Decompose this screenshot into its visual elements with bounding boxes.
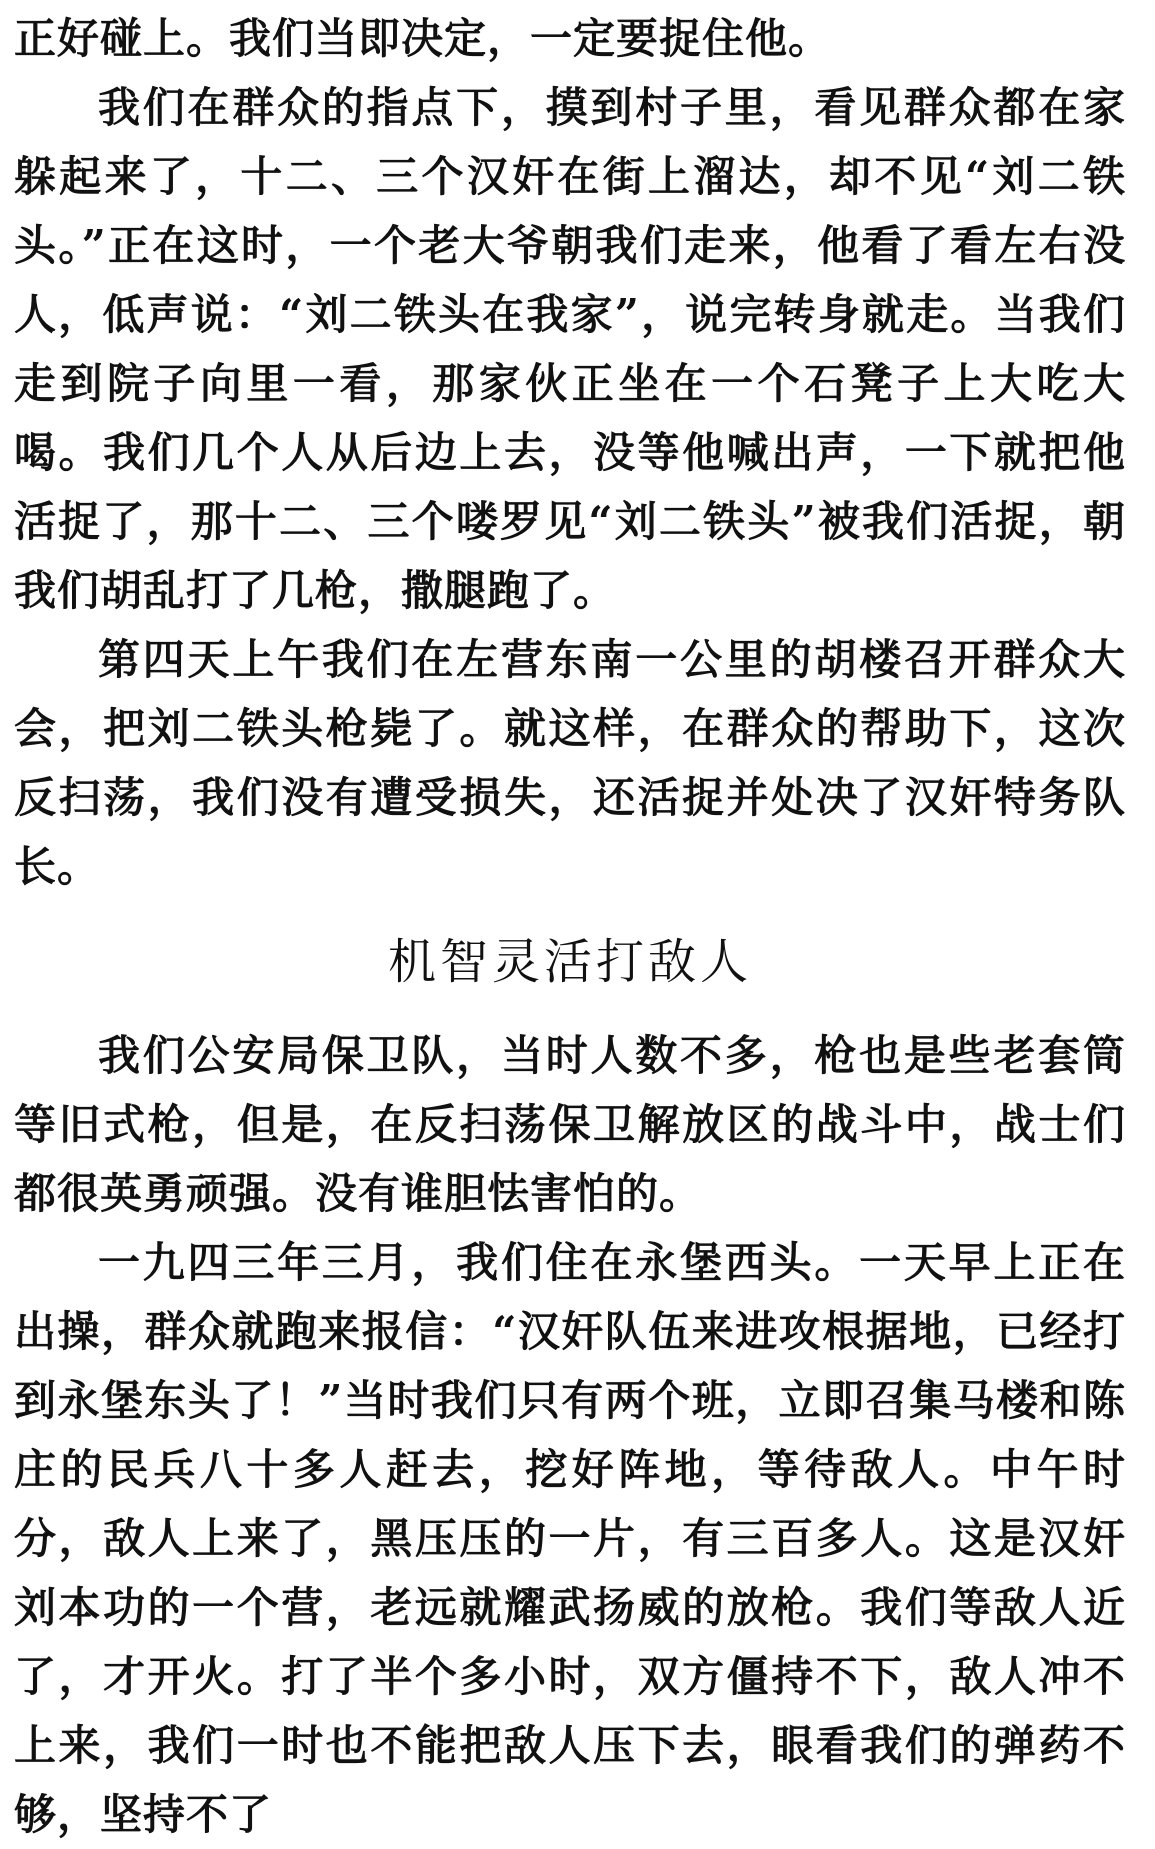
paragraph-battle: 一九四三年三月，我们住在永堡西头。一天早上正在出操，群众就跑来报信：“汉奸队伍来进攻根据地，已经打到永堡东头了！”当时我们只有两个班，立即召集马楼和陈庄的民兵八十多人赶去，挖好阵地，等待敌人。中午时分，敌人上来了，黑压压的一片，有三百多人。这是汉奸刘本功的一个营，老远就耀武扬威的放枪。我们等敌人近了，才开火。打了半个多小时，双方僵持不下，敌人冲不上来，我们一时也不能把敌人压下去，眼看我们的弹药不够，坚持不了 xyxy=(14,1238,1126,1839)
paragraph-continued: 正好碰上。我们当即决定，一定要捉住他。 xyxy=(14,14,832,63)
paragraph-security-team: 我们公安局保卫队，当时人数不多，枪也是些老套筒等旧式枪，但是，在反扫荡保卫解放区的战斗中，战士们都很英勇顽强。没有谁胆怯害怕的。 xyxy=(14,1031,1126,1218)
document-page xyxy=(14,4,1126,1849)
section-title: 机智灵活打敌人 xyxy=(387,934,752,990)
paragraph-execution: 第四天上午我们在左营东南一公里的胡楼召开群众大会，把刘二铁头枪毙了。就这样，在群众的帮助下，这次反扫荡，我们没有遭受损失，还活捉并处决了汉奸特务队长。 xyxy=(14,635,1126,891)
paragraph-capture: 我们在群众的指点下，摸到村子里，看见群众都在家躲起来了，十二、三个汉奸在街上溜达，却不见“刘二铁头。”正在这时，一个老大爷朝我们走来，他看了看左右没人，低声说：“刘二铁头在我家”，说完转身就走。当我们走到院子向里一看，那家伙正坐在一个石凳子上大吃大喝。我们几个人从后边上去，没等他喊出声，一下就把他活捉了，那十二、三个喽罗见“刘二铁头”被我们活捉，朝我们胡乱打了几枪，撒腿跑了。 xyxy=(14,83,1126,615)
